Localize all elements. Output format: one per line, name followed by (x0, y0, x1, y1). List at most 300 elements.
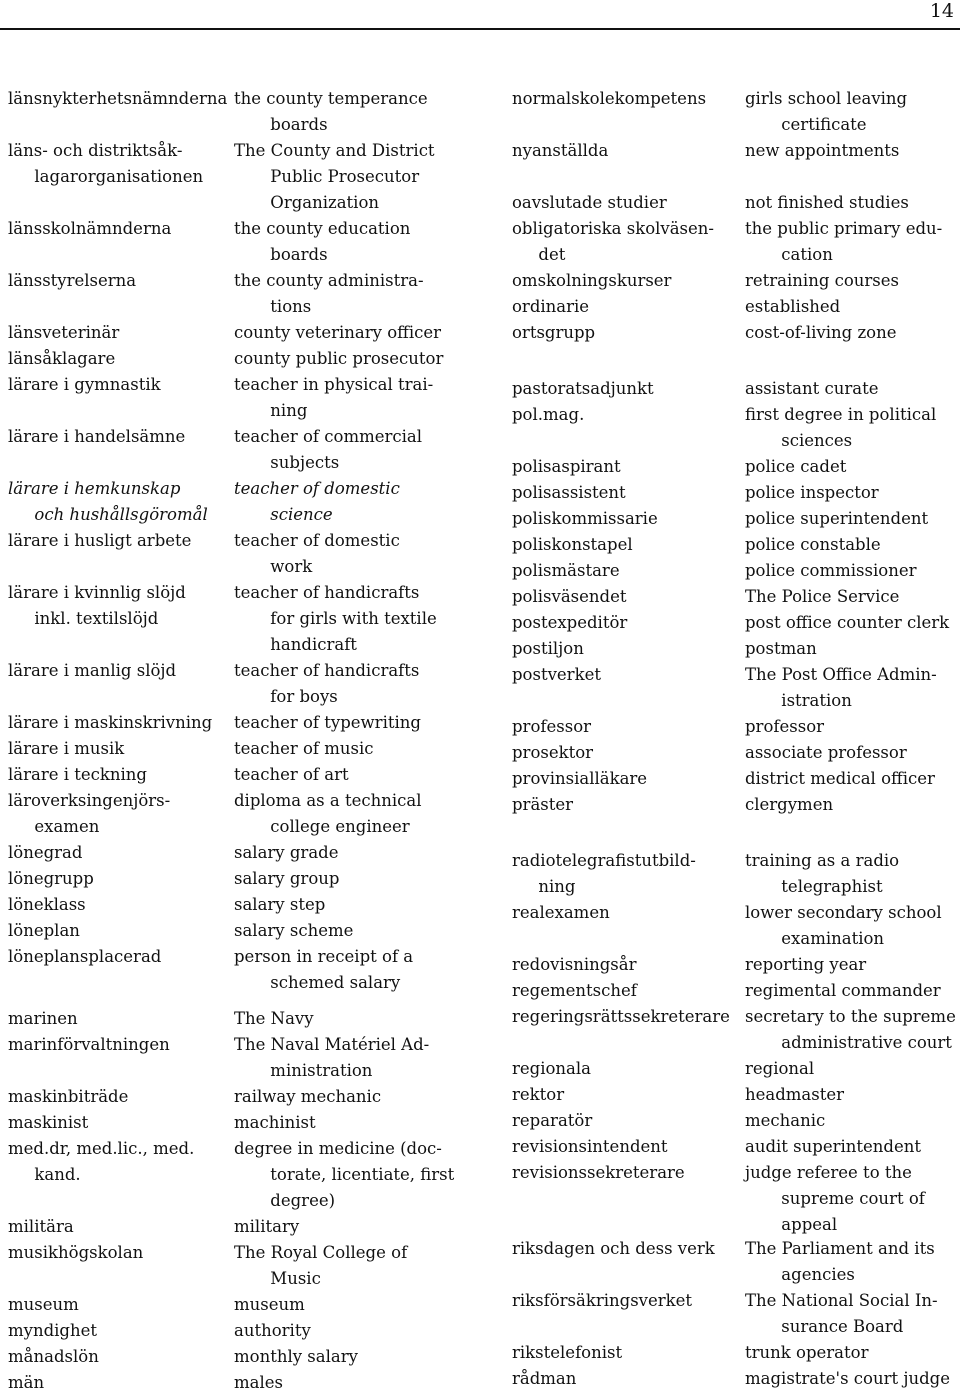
swedish-term (512, 1366, 576, 1392)
swedish-term (8, 1136, 194, 1188)
english-translation (234, 840, 339, 866)
english-translation (745, 86, 907, 138)
term-line: ning (270, 401, 308, 420)
english-translation (234, 736, 374, 762)
term-line: Public Prosecutor (270, 167, 420, 186)
term-line: och hushållsgöromål (34, 505, 208, 524)
term-line: polisväsendet (512, 587, 627, 606)
swedish-term (512, 584, 627, 610)
english-translation (745, 454, 846, 480)
term-line: regionala (512, 1059, 592, 1078)
term-line: district medical officer (745, 769, 935, 788)
english-translation (745, 900, 942, 952)
swedish-term (512, 454, 621, 480)
english-translation (745, 1288, 938, 1340)
term-line: salary step (234, 895, 326, 914)
english-translation (234, 944, 413, 996)
english-translation (745, 1236, 935, 1288)
term-line: med.dr, med.lic., med. (8, 1139, 195, 1158)
term-line: lärare i handelsämne (8, 427, 186, 446)
term-line: rådman (512, 1369, 577, 1388)
term-line: regimental commander (745, 981, 941, 1000)
swedish-term (512, 1236, 715, 1262)
term-line: länsåklagare (8, 349, 116, 368)
english-translation (234, 1084, 381, 1110)
term-line: teacher in physical trai- (234, 375, 434, 394)
term-line: judge referee to the (745, 1163, 912, 1182)
english-translation (234, 1292, 305, 1318)
term-line: teacher of domestic (234, 531, 400, 550)
swedish-term (8, 580, 186, 632)
english-translation (745, 320, 896, 346)
english-translation (745, 1134, 921, 1160)
english-translation (234, 1110, 316, 1136)
english-translation (234, 268, 424, 320)
term-line: reparatör (512, 1111, 593, 1130)
english-translation (745, 714, 824, 740)
term-line: The Parliament and its (745, 1239, 935, 1258)
term-line: maskinist (8, 1113, 89, 1132)
swedish-term (8, 710, 212, 736)
swedish-term (8, 944, 161, 970)
swedish-term (512, 848, 696, 900)
term-line: ortsgrupp (512, 323, 596, 342)
term-line: löneklass (8, 895, 86, 914)
term-line: normalskolekompetens (512, 89, 707, 108)
english-translation (234, 710, 421, 736)
english-translation (745, 766, 935, 792)
term-line: degree) (270, 1191, 336, 1210)
term-line: the county temperance (234, 89, 428, 108)
term-line: ministration (270, 1061, 373, 1080)
english-translation (745, 216, 942, 268)
english-translation (234, 866, 339, 892)
term-line: retraining courses (745, 271, 900, 290)
term-line: the county education (234, 219, 411, 238)
term-line: män (8, 1373, 45, 1392)
term-line: obligatoriska skolväsen- (512, 219, 714, 238)
term-line: college engineer (270, 817, 410, 836)
term-line: revisionsintendent (512, 1137, 668, 1156)
swedish-term (512, 952, 637, 978)
english-translation (745, 532, 881, 558)
swedish-term (512, 320, 595, 346)
swedish-term (512, 86, 706, 112)
english-translation (234, 1032, 429, 1084)
english-translation (745, 1340, 868, 1366)
term-line: county public prosecutor (234, 349, 444, 368)
term-line: länsveterinär (8, 323, 120, 342)
swedish-term (512, 376, 654, 402)
english-translation (234, 1006, 314, 1032)
header-rule (0, 28, 960, 30)
term-line: new appointments (745, 141, 900, 160)
term-line: military (234, 1217, 300, 1236)
term-line: males (234, 1373, 283, 1392)
swedish-term (512, 610, 627, 636)
term-line: regementschef (512, 981, 637, 1000)
term-line: supreme court of (781, 1189, 925, 1208)
term-line: girls school leaving (745, 89, 908, 108)
english-translation (234, 476, 400, 528)
swedish-term (8, 476, 208, 528)
term-line: teacher of domestic (234, 479, 400, 498)
swedish-term (512, 1004, 730, 1030)
english-translation (234, 320, 441, 346)
english-translation (234, 892, 325, 918)
swedish-term (8, 424, 185, 450)
term-line: schemed salary (270, 973, 401, 992)
term-line: first degree in political (745, 405, 937, 424)
page-number: 14 (929, 0, 954, 22)
english-translation (745, 376, 878, 402)
term-line: The County and District (234, 141, 435, 160)
english-translation (234, 216, 410, 268)
term-line: cost-of-living zone (745, 323, 897, 342)
term-line: poliskonstapel (512, 535, 633, 554)
swedish-term (512, 268, 671, 294)
english-translation (745, 662, 937, 714)
english-translation (234, 138, 435, 216)
swedish-term (8, 1292, 79, 1318)
swedish-term (8, 762, 147, 788)
term-line: museum (234, 1295, 305, 1314)
term-line: postexpeditör (512, 613, 628, 632)
swedish-term (8, 1240, 143, 1266)
english-translation (745, 610, 949, 636)
term-line: ordinarie (512, 297, 590, 316)
term-line: clergymen (745, 795, 834, 814)
swedish-term (512, 1056, 591, 1082)
english-translation (745, 1082, 844, 1108)
term-line: länsskolnämnderna (8, 219, 172, 238)
term-line: salary scheme (234, 921, 354, 940)
term-line: police commissioner (745, 561, 917, 580)
term-line: polisaspirant (512, 457, 621, 476)
english-translation (745, 506, 928, 532)
swedish-term (512, 294, 589, 320)
term-line: teacher of handicrafts (234, 583, 420, 602)
term-line: lönegrad (8, 843, 83, 862)
term-line: oavslutade studier (512, 193, 667, 212)
swedish-term (512, 766, 647, 792)
term-line: marinen (8, 1009, 78, 1028)
term-line: länsnykterhetsnämnderna (8, 89, 228, 108)
term-line: professor (512, 717, 592, 736)
term-line: lärare i husligt arbete (8, 531, 192, 550)
term-line: riksdagen och dess verk (512, 1239, 715, 1258)
english-translation (234, 1344, 358, 1370)
term-line: the county administra- (234, 271, 424, 290)
swedish-term (512, 978, 637, 1004)
term-line: myndighet (8, 1321, 98, 1340)
english-translation (745, 1160, 925, 1238)
english-translation (234, 1318, 311, 1344)
term-line: salary grade (234, 843, 339, 862)
term-line: sciences (781, 431, 853, 450)
swedish-term (512, 138, 608, 164)
term-line: science (270, 505, 333, 524)
english-translation (234, 1370, 283, 1396)
english-translation (234, 1136, 454, 1214)
term-line: maskinbiträde (8, 1087, 129, 1106)
term-line: tions (270, 297, 312, 316)
term-line: for girls with textile (270, 609, 437, 628)
term-line: teacher of art (234, 765, 349, 784)
term-line: The Post Office Admin- (745, 665, 937, 684)
term-line: läns- och distriktsåk- (8, 141, 183, 160)
swedish-term (512, 636, 584, 662)
swedish-term (8, 86, 227, 112)
term-line: prosektor (512, 743, 594, 762)
term-line: surance Board (781, 1317, 904, 1336)
term-line: präster (512, 795, 574, 814)
term-line: secretary to the supreme (745, 1007, 956, 1026)
english-translation (745, 190, 909, 216)
swedish-term (8, 268, 136, 294)
swedish-term (8, 892, 86, 918)
term-line: The Navy (234, 1009, 314, 1028)
term-line: ning (538, 877, 576, 896)
english-translation (745, 636, 817, 662)
term-line: revisionssekreterare (512, 1163, 685, 1182)
swedish-term (8, 1370, 44, 1396)
swedish-term (512, 662, 601, 688)
term-line: police superintendent (745, 509, 929, 528)
term-line: post office counter clerk (745, 613, 950, 632)
english-translation (745, 584, 899, 610)
swedish-term (8, 320, 119, 346)
term-line: omskolningskurser (512, 271, 672, 290)
swedish-term (512, 480, 626, 506)
english-translation (745, 268, 899, 294)
term-line: månadslön (8, 1347, 99, 1366)
english-translation (745, 952, 866, 978)
term-line: agencies (781, 1265, 855, 1284)
term-line: lönegrupp (8, 869, 94, 888)
term-line: museum (8, 1295, 79, 1314)
term-line: headmaster (745, 1085, 845, 1104)
term-line: appeal (781, 1215, 838, 1234)
swedish-term (8, 840, 82, 866)
term-line: postverket (512, 665, 601, 684)
swedish-term (8, 216, 171, 242)
swedish-term (512, 1108, 592, 1134)
swedish-term (8, 138, 203, 190)
term-line: Organization (270, 193, 380, 212)
term-line: cation (781, 245, 833, 264)
term-line: lärare i musik (8, 739, 125, 758)
term-line: county veterinary officer (234, 323, 442, 342)
swedish-term (8, 658, 176, 684)
term-line: lärare i gymnastik (8, 375, 161, 394)
swedish-term (8, 1084, 128, 1110)
term-line: telegraphist (781, 877, 883, 896)
swedish-term (8, 372, 161, 398)
term-line: militära (8, 1217, 74, 1236)
swedish-term (512, 190, 667, 216)
english-translation (745, 792, 833, 818)
english-translation (745, 138, 899, 164)
swedish-term (512, 402, 584, 428)
term-line: The Royal College of (234, 1243, 408, 1262)
swedish-term (512, 792, 573, 818)
term-line: inkl. textilslöjd (34, 609, 159, 628)
term-line: istration (781, 691, 852, 710)
term-line: police inspector (745, 483, 879, 502)
term-line: marinförvaltningen (8, 1035, 170, 1054)
term-line: lärare i manlig slöjd (8, 661, 177, 680)
term-line: realexamen (512, 903, 610, 922)
term-line: work (270, 557, 313, 576)
swedish-term (512, 1134, 668, 1160)
term-line: lärare i hemkunskap (8, 479, 181, 498)
term-line: audit superintendent (745, 1137, 921, 1156)
english-translation (745, 294, 840, 320)
term-line: musikhögskolan (8, 1243, 144, 1262)
term-line: magistrate's court judge (745, 1369, 950, 1388)
swedish-term (512, 740, 593, 766)
swedish-term (8, 1214, 74, 1240)
english-translation (234, 762, 349, 788)
term-line: not finished studies (745, 193, 909, 212)
term-line: professor (745, 717, 825, 736)
term-line: The Naval Matériel Ad- (234, 1035, 430, 1054)
term-line: radiotelegrafistutbild- (512, 851, 696, 870)
english-translation (745, 402, 936, 454)
term-line: kand. (34, 1165, 81, 1184)
english-translation (234, 658, 419, 710)
term-line: handicraft (270, 635, 357, 654)
term-line: boards (270, 245, 328, 264)
english-translation (234, 424, 422, 476)
term-line: löneplan (8, 921, 80, 940)
term-line: degree in medicine (doc- (234, 1139, 442, 1158)
term-line: administrative court (781, 1033, 952, 1052)
english-translation (234, 372, 433, 424)
term-line: redovisningsår (512, 955, 637, 974)
term-line: police constable (745, 535, 881, 554)
swedish-term (8, 346, 115, 372)
swedish-term (8, 918, 80, 944)
term-line: det (538, 245, 566, 264)
term-line: löneplansplacerad (8, 947, 162, 966)
term-line: postman (745, 639, 817, 658)
term-line: nyanställda (512, 141, 609, 160)
term-line: monthly salary (234, 1347, 358, 1366)
english-translation (234, 346, 443, 372)
term-line: poliskommissarie (512, 509, 658, 528)
english-translation (745, 978, 941, 1004)
swedish-term (8, 788, 170, 840)
term-line: police cadet (745, 457, 847, 476)
english-translation (234, 580, 437, 658)
term-line: machinist (234, 1113, 316, 1132)
swedish-term (512, 532, 633, 558)
term-line: polismästare (512, 561, 620, 580)
term-line: pastoratsadjunkt (512, 379, 654, 398)
term-line: reporting year (745, 955, 867, 974)
swedish-term (512, 1160, 685, 1186)
term-line: regeringsrättssekreterare (512, 1007, 730, 1026)
swedish-term (512, 1288, 692, 1314)
term-line: the public primary edu- (745, 219, 943, 238)
english-translation (745, 480, 879, 506)
term-line: The National Social In- (745, 1291, 938, 1310)
term-line: training as a radio (745, 851, 900, 870)
english-translation (234, 1240, 407, 1292)
english-translation (234, 1214, 299, 1240)
term-line: rikstelefonist (512, 1343, 623, 1362)
term-line: läroverksingenjörs- (8, 791, 171, 810)
swedish-term (512, 506, 658, 532)
term-line: subjects (270, 453, 340, 472)
term-line: lärare i kvinnlig slöjd (8, 583, 186, 602)
term-line: länsstyrelserna (8, 271, 137, 290)
term-line: associate professor (745, 743, 907, 762)
term-line: pol.mag. (512, 405, 585, 424)
swedish-term (8, 528, 191, 554)
swedish-term (512, 216, 714, 268)
term-line: railway mechanic (234, 1087, 382, 1106)
swedish-term (512, 714, 591, 740)
english-translation (234, 86, 428, 138)
term-line: The Police Service (745, 587, 900, 606)
term-line: Music (270, 1269, 321, 1288)
english-translation (234, 528, 400, 580)
english-translation (745, 1108, 825, 1134)
term-line: lagarorganisationen (34, 167, 204, 186)
swedish-term (8, 1110, 88, 1136)
term-line: teacher of music (234, 739, 374, 758)
swedish-term (512, 558, 620, 584)
swedish-term (512, 1340, 622, 1366)
swedish-term (8, 1032, 170, 1058)
swedish-term (8, 1344, 99, 1370)
term-line: provinsialläkare (512, 769, 648, 788)
swedish-term (8, 736, 124, 762)
term-line: teacher of commercial (234, 427, 423, 446)
term-line: diploma as a technical (234, 791, 422, 810)
term-line: for boys (270, 687, 338, 706)
term-line: certificate (781, 115, 867, 134)
term-line: polisassistent (512, 483, 626, 502)
term-line: person in receipt of a (234, 947, 414, 966)
english-translation (745, 740, 907, 766)
term-line: postiljon (512, 639, 584, 658)
swedish-term (512, 900, 610, 926)
english-translation (745, 558, 916, 584)
term-line: lärare i maskinskrivning (8, 713, 213, 732)
term-line: torate, licentiate, first (270, 1165, 455, 1184)
term-line: regional (745, 1059, 815, 1078)
term-line: examination (781, 929, 885, 948)
term-line: assistant curate (745, 379, 879, 398)
swedish-term (8, 866, 94, 892)
term-line: boards (270, 115, 328, 134)
english-translation (234, 918, 353, 944)
english-translation (745, 848, 899, 900)
swedish-term (512, 1082, 564, 1108)
term-line: teacher of handicrafts (234, 661, 420, 680)
term-line: lower secondary school (745, 903, 942, 922)
term-line: examen (34, 817, 100, 836)
term-line: mechanic (745, 1111, 826, 1130)
english-translation (745, 1366, 950, 1392)
term-line: trunk operator (745, 1343, 869, 1362)
swedish-term (8, 1006, 78, 1032)
english-translation (234, 788, 422, 840)
